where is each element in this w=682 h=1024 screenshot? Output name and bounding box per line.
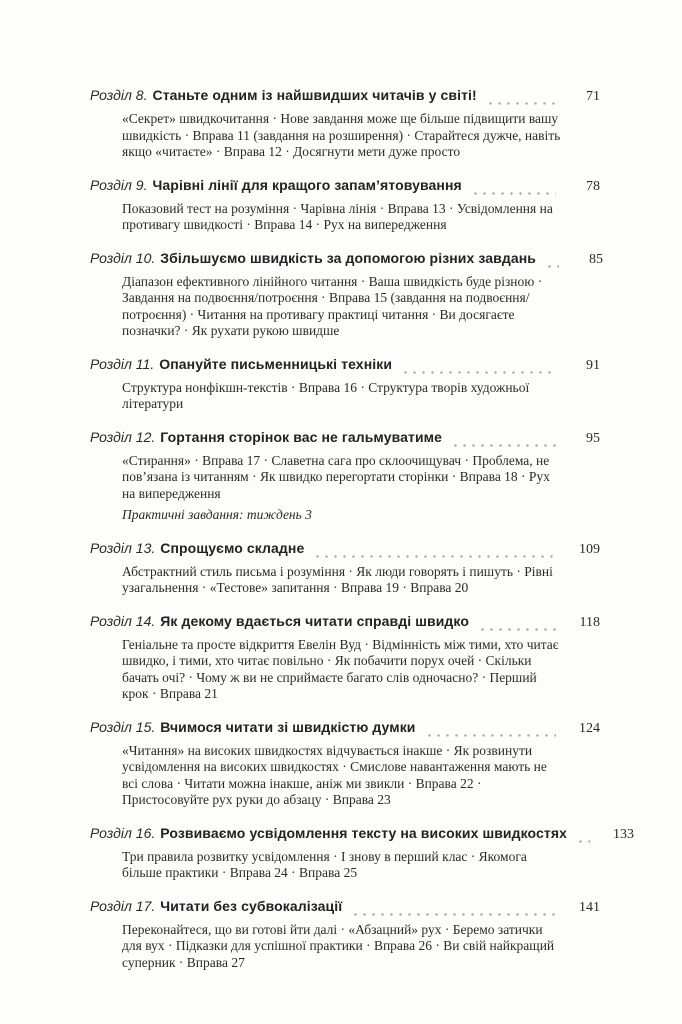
chapter-summary: Геніальне та просте відкриття Евелін Вуд · Відмінність між тими, хто читає швидко, і тими, хто читає повільно · Як побачити порух очей · Скільки бачать очі? · Чому ж ви не сприймаєте багато слів одночасно? · Перший крок · Вправа 21 xyxy=(122,636,559,701)
chapter-summary: Структура нонфікшн-текстів · Вправа 16 · Структура творів художньої літератури xyxy=(122,379,530,411)
page-number: 95 xyxy=(586,430,600,446)
chapter-summary: «Стирання» · Вправа 17 · Славетна сага про склоочищувач · Проблема, не пов’язана із читанням · Як швидко перегортати сторінки · Вправа 18 · Рух на випередження xyxy=(122,452,550,501)
toc-entry-heading xyxy=(90,539,600,559)
dot-leader xyxy=(425,734,556,737)
toc-entry xyxy=(90,612,600,703)
chapter-label: Розділ 14. xyxy=(90,612,156,629)
toc-entry-heading xyxy=(90,355,600,375)
chapter-summary: «Секрет» швидкочитання · Нове завдання може ще більше підвищити вашу швидкість · Вправа 11 (завдання на розширення) · Старайтеся дужче, навіть якщо «читаєте» · Вправа 12 · Досягнути мети дуже просто xyxy=(122,111,561,159)
toc-entry-heading xyxy=(90,612,600,632)
dot-leader xyxy=(486,102,556,105)
chapter-label: Розділ 9. xyxy=(90,176,148,193)
toc-entry-heading xyxy=(90,824,635,844)
page-number: 71 xyxy=(586,89,600,104)
page-number: 118 xyxy=(579,614,600,630)
page-number: 78 xyxy=(586,178,600,194)
dot-leader xyxy=(401,371,556,374)
chapter-label: Розділ 11. xyxy=(90,355,155,372)
page-number: 124 xyxy=(579,720,600,736)
toc-entry xyxy=(90,824,635,882)
chapter-label: Розділ 8. xyxy=(90,87,148,103)
toc-entry xyxy=(90,897,600,972)
toc-entry-heading xyxy=(90,86,600,106)
chapter-label: Розділ 10. xyxy=(90,249,156,266)
chapter-summary: Три правила розвитку усвідомлення · І знову в перший клас · Якомога більше практики · Вправа 24 · Вправа 25 xyxy=(122,848,527,880)
chapter-title: Гортання сторінок вас не гальмуватиме xyxy=(160,428,442,445)
page-number: 109 xyxy=(579,541,600,557)
toc-entry xyxy=(90,86,600,161)
chapter-title: Розвиваємо усвідомлення тексту на високих швидкостях xyxy=(160,824,568,841)
toc-entry xyxy=(90,355,600,413)
chapter-summary: Показовий тест на розуміння · Чарівна лінія · Вправа 13 · Усвідомлення на противагу швидкості · Вправа 14 · Рух на випередження xyxy=(122,200,553,232)
page-number: 133 xyxy=(613,826,635,842)
dot-leader xyxy=(313,555,556,558)
chapter-summary: «Читання» на високих швидкостях відчувається інакше · Як розвинути усвідомлення на високих швидкостях · Смислове навантаження мають не всі слова · Читати можна інакше, аніж ми звикли · Вправа 22 · Пристосовуйте рух руки до абзацу · Вправа 23 xyxy=(122,742,547,807)
chapter-label: Розділ 16. xyxy=(90,824,156,841)
toc-entry xyxy=(90,718,600,809)
toc-entry-heading xyxy=(90,718,600,738)
toc-entry xyxy=(90,176,600,234)
chapter-title: Спрощуємо складне xyxy=(160,539,305,556)
chapter-title: Читати без субвокалізації xyxy=(160,897,343,914)
toc-entry xyxy=(90,249,603,340)
chapter-title: Як декому вдається читати справді швидко xyxy=(160,612,469,629)
chapter-summary: Переконайтеся, що ви готові йти далі · «Абзацний» рух · Беремо затички для вух · Підказки для успішної практики · Вправа 26 · Ви свій найкращий суперник · Вправа 27 xyxy=(122,921,555,970)
dot-leader xyxy=(576,840,590,843)
dot-leader xyxy=(451,444,556,447)
toc-entry-heading xyxy=(90,428,600,448)
dot-leader xyxy=(351,913,556,916)
chapter-title: Збільшуємо швидкість за допомогою різних завдань xyxy=(160,249,536,266)
chapter-title: Чарівні лінії для кращого запам’ятовування xyxy=(152,176,462,193)
toc-entry-heading xyxy=(90,897,600,917)
page-number: 91 xyxy=(586,357,600,373)
toc-entry-heading xyxy=(90,249,603,269)
chapter-label: Розділ 17. xyxy=(90,897,156,914)
chapter-summary: Абстрактний стиль письма і розуміння · Як люди говорять і пишуть · Рівні узагальнення · «Тестове» запитання · Вправа 19 · Вправа 20 xyxy=(122,563,553,595)
chapter-label: Розділ 12. xyxy=(90,428,156,445)
toc-entry-heading xyxy=(90,176,600,196)
practice-note: Практичні завдання: тиждень 3 xyxy=(122,507,312,522)
chapter-title: Опануйте письменницькі техніки xyxy=(159,355,393,372)
page-number: 85 xyxy=(589,251,603,267)
dot-leader xyxy=(471,192,556,195)
chapter-label: Розділ 15. xyxy=(90,718,156,735)
page-number: 141 xyxy=(579,899,600,915)
chapter-title: Станьте одним із найшвидших читачів у світі! xyxy=(152,87,477,103)
toc-entry xyxy=(90,539,600,597)
chapter-title: Вчимося читати зі швидкістю думки xyxy=(160,718,416,735)
toc-entry xyxy=(90,428,600,524)
dot-leader xyxy=(545,265,559,268)
dot-leader xyxy=(478,628,556,631)
chapter-summary: Діапазон ефективного лінійного читання · Ваша швидкість буде різною · Завдання на подвоєння/потроєння · Вправа 15 (завдання на подвоєння/потроєння) · Читання на противагу практиці читання · Ви досягаєте позначки? · Як рухати рукою швидше xyxy=(122,273,543,338)
chapter-label: Розділ 13. xyxy=(90,539,156,556)
